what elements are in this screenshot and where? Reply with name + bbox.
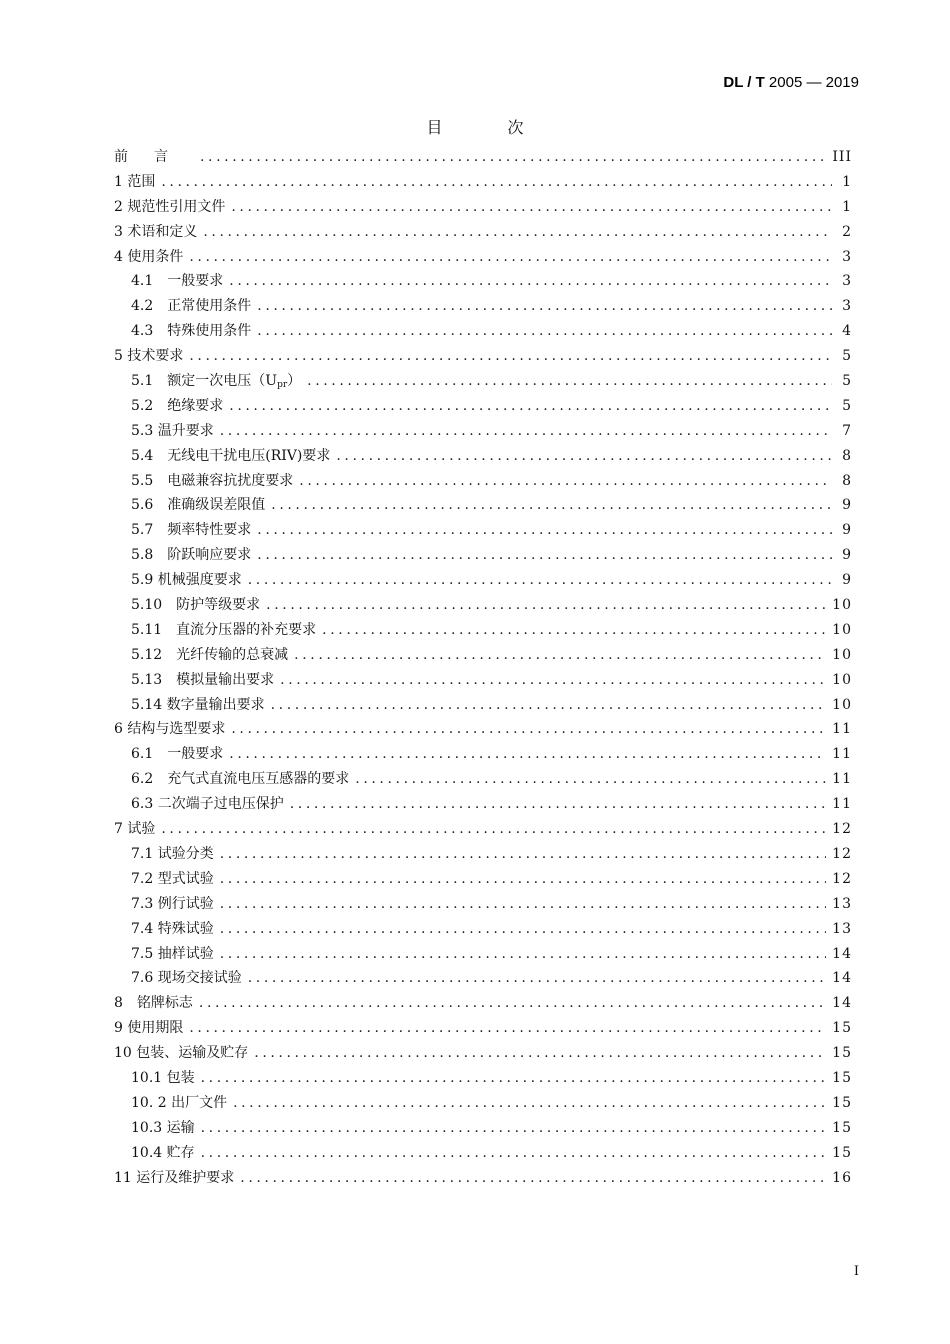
toc-entry[interactable] — [114, 294, 852, 319]
toc-entry[interactable] — [114, 593, 852, 618]
toc-entry[interactable] — [114, 444, 852, 469]
toc-entry[interactable] — [114, 917, 852, 942]
toc-dot-leader — [161, 817, 826, 842]
toc-entry-page: 14 — [832, 945, 852, 962]
toc-entry-label: 5.1 额定一次电压$(U_{pr})$ — [131, 373, 302, 391]
toc-entry-label: 7 试验 — [114, 821, 156, 838]
toc-entry[interactable] — [114, 767, 852, 792]
toc-entry-page: 9 — [842, 522, 852, 539]
toc-entry-label: 前言 — [114, 149, 194, 165]
toc-entry[interactable] — [114, 668, 852, 693]
toc-entry[interactable] — [114, 892, 852, 917]
toc-entry-label: 7.6 现场交接试验 — [131, 970, 242, 987]
toc-entry-page: 13 — [832, 895, 852, 912]
toc-entry-page: 5 — [842, 373, 852, 390]
toc-entry[interactable] — [114, 568, 852, 593]
toc-dot-leader — [231, 195, 832, 220]
toc-entry[interactable] — [114, 1016, 852, 1041]
toc-entry-label: 4.2 正常使用条件 — [131, 298, 252, 315]
toc-entry-page: 11 — [832, 746, 852, 763]
toc-title: 目 次 — [426, 118, 554, 137]
toc-entry[interactable] — [114, 245, 852, 270]
toc-entry[interactable] — [114, 1166, 852, 1191]
toc-entry-label: 8 铭牌标志 — [114, 995, 193, 1012]
toc-dot-leader — [322, 618, 826, 643]
toc-entry-label: 10.1 包装 — [131, 1069, 195, 1086]
toc-dot-leader — [240, 1166, 826, 1191]
toc-entry[interactable] — [114, 991, 852, 1016]
toc-dot-leader — [257, 294, 832, 319]
toc-dot-leader — [307, 369, 832, 394]
toc-dot-leader — [294, 643, 826, 668]
toc-dot-leader — [189, 1016, 826, 1041]
toc-entry[interactable] — [114, 269, 852, 294]
toc-entry[interactable] — [114, 145, 852, 170]
toc-entry[interactable] — [114, 543, 852, 568]
toc-entry[interactable] — [114, 817, 852, 842]
toc-entry[interactable] — [114, 942, 852, 967]
toc-dot-leader — [220, 842, 826, 867]
toc-entry-page: 9 — [842, 572, 852, 589]
page-number: I — [853, 1264, 859, 1279]
toc-entry[interactable] — [114, 1116, 852, 1141]
toc-dot-leader — [189, 344, 832, 369]
toc-dot-leader — [220, 892, 826, 917]
toc-dot-leader — [271, 693, 827, 718]
toc-dot-leader — [257, 319, 832, 344]
toc-entry[interactable] — [114, 220, 852, 245]
toc-entry-page: 15 — [832, 1045, 852, 1062]
toc-entry-page: 9 — [842, 547, 852, 564]
toc-entry-page: 9 — [842, 497, 852, 514]
toc-entry-page: 13 — [832, 920, 852, 937]
toc-entry[interactable] — [114, 419, 852, 444]
toc-entry-label: 5.6 准确级误差限值 — [131, 497, 266, 514]
toc-entry-page: 1 — [842, 173, 852, 190]
toc-entry-label: 5.9 机械强度要求 — [131, 572, 242, 589]
toc-entry[interactable] — [114, 1041, 852, 1066]
toc-entry-label: 2 规范性引用文件 — [114, 198, 226, 215]
toc-entry-page: 11 — [832, 771, 852, 788]
toc-dot-leader — [266, 593, 826, 618]
toc-entry-label: 7.1 试验分类 — [131, 845, 214, 862]
toc-dot-leader — [220, 419, 832, 444]
toc-entry-label: 11 运行及维护要求 — [114, 1169, 235, 1186]
toc-entry-label: 10.3 运输 — [131, 1119, 195, 1136]
toc-dot-leader — [257, 543, 832, 568]
toc-entry-label: 5.14 数字量输出要求 — [131, 696, 265, 713]
toc-entry-page: 15 — [832, 1119, 852, 1136]
toc-dot-leader — [248, 568, 832, 593]
toc-dot-leader — [271, 493, 832, 518]
toc-dot-leader — [189, 245, 832, 270]
toc-entry[interactable] — [114, 369, 852, 394]
toc-entry-label: 4.1 一般要求 — [131, 273, 224, 290]
toc-entry[interactable] — [114, 1066, 852, 1091]
toc-dot-leader — [199, 991, 826, 1016]
toc-dot-leader — [229, 742, 826, 767]
toc-entry[interactable] — [114, 344, 852, 369]
toc-entry-page: 5 — [842, 348, 852, 365]
toc-entry-page: 3 — [842, 248, 852, 265]
toc-entry-page: 15 — [832, 1094, 852, 1111]
toc-entry[interactable] — [114, 717, 852, 742]
toc-entry[interactable] — [114, 518, 852, 543]
toc-entry-page: 5 — [842, 397, 852, 414]
toc-entry[interactable] — [114, 170, 852, 195]
toc-entry[interactable] — [114, 643, 852, 668]
toc-entry-page: 14 — [832, 995, 852, 1012]
toc-dot-leader — [355, 767, 826, 792]
toc-dot-leader — [220, 917, 826, 942]
document-code — [723, 74, 859, 91]
toc-entry[interactable] — [114, 742, 852, 767]
toc-entry[interactable] — [114, 966, 852, 991]
toc-entry-label: 5.12 光纤传输的总衰减 — [131, 646, 289, 663]
toc-entry-page: 2 — [842, 223, 852, 240]
toc-entry[interactable] — [114, 867, 852, 892]
document-code-number: 2005 — 2019 — [768, 74, 859, 91]
toc-entry-page: 12 — [832, 870, 852, 887]
toc-entry-page: 15 — [832, 1144, 852, 1161]
toc-dot-leader — [280, 668, 826, 693]
document-code-prefix: DL / T — [723, 74, 765, 91]
toc-entry-label: 5.11 直流分压器的补充要求 — [131, 621, 317, 638]
toc-entry-label: 5.3 温升要求 — [131, 422, 214, 439]
toc-entry-page: 10 — [832, 621, 852, 638]
toc-entry-page: 16 — [832, 1169, 852, 1186]
toc-entry-label: 10 包装、运输及贮存 — [114, 1045, 249, 1062]
toc-entry-label: 6.2 充气式直流电压互感器的要求 — [131, 771, 350, 788]
toc-entry-label: 7.5 抽样试验 — [131, 945, 214, 962]
toc-entry-label: 3 术语和定义 — [114, 223, 198, 240]
toc-entry-label: 4.3 特殊使用条件 — [131, 323, 252, 340]
toc-dot-leader — [220, 942, 826, 967]
toc-dot-leader — [201, 1141, 827, 1166]
toc-entry-label: 5.8 阶跃响应要求 — [131, 547, 252, 564]
toc-dot-leader — [229, 394, 832, 419]
toc-entry-page: 10 — [832, 597, 852, 614]
toc-entry[interactable] — [114, 842, 852, 867]
toc-dot-leader — [203, 220, 832, 245]
toc-entry-label: 1 范围 — [114, 173, 156, 190]
toc-entry-page: 7 — [842, 422, 852, 439]
toc-entry-page: 3 — [842, 273, 852, 290]
toc-entry-page: 12 — [832, 845, 852, 862]
toc-entry-label: 5.10 防护等级要求 — [131, 597, 261, 614]
toc-entry[interactable] — [114, 1141, 852, 1166]
toc-entry[interactable] — [114, 195, 852, 220]
toc-entry-label: 7.4 特殊试验 — [131, 920, 214, 937]
toc-entry-page: 10 — [832, 646, 852, 663]
table-of-contents — [114, 145, 852, 1190]
toc-entry[interactable] — [114, 319, 852, 344]
toc-entry-page: 14 — [832, 970, 852, 987]
toc-entry[interactable] — [114, 792, 852, 817]
toc-entry-label: 5.4 无线电干扰电压(RIV)要求 — [131, 447, 331, 464]
toc-entry-label: 5.7 频率特性要求 — [131, 522, 252, 539]
toc-entry[interactable] — [114, 493, 852, 518]
toc-entry-page: 8 — [842, 447, 852, 464]
toc-dot-leader — [201, 1116, 827, 1141]
toc-entry-label: 7.3 例行试验 — [131, 895, 214, 912]
toc-dot-leader — [200, 145, 826, 170]
toc-dot-leader — [231, 717, 826, 742]
toc-entry-label: 5 技术要求 — [114, 348, 184, 365]
toc-entry-label: 5.5 电磁兼容抗扰度要求 — [131, 472, 294, 489]
toc-entry[interactable] — [114, 693, 852, 718]
toc-dot-leader — [161, 170, 832, 195]
toc-dot-leader — [233, 1091, 826, 1116]
toc-entry-label: 5.13 模拟量输出要求 — [131, 671, 275, 688]
toc-entry-label: 6.3 二次端子过电压保护 — [131, 796, 284, 813]
toc-entry-page: 11 — [832, 796, 852, 813]
toc-entry-page: 15 — [832, 1069, 852, 1086]
toc-entry-page: 4 — [842, 323, 852, 340]
toc-dot-leader — [257, 518, 832, 543]
toc-entry[interactable] — [114, 469, 852, 494]
toc-entry-label: 9 使用期限 — [114, 1020, 184, 1037]
toc-dot-leader — [220, 867, 826, 892]
toc-dot-leader — [229, 269, 832, 294]
toc-entry[interactable] — [114, 1091, 852, 1116]
toc-entry-page: 10 — [832, 671, 852, 688]
toc-dot-leader — [336, 444, 832, 469]
toc-entry-page: 1 — [842, 198, 852, 215]
toc-entry-label: 6.1 一般要求 — [131, 746, 224, 763]
toc-entry-page: 3 — [842, 298, 852, 315]
toc-entry-page: 8 — [842, 472, 852, 489]
toc-entry-label: 10. 2 出厂文件 — [131, 1094, 228, 1111]
toc-entry-page: 15 — [832, 1020, 852, 1037]
toc-entry-page: 10 — [832, 696, 852, 713]
toc-entry-label: 6 结构与选型要求 — [114, 721, 226, 738]
toc-entry-page: III — [832, 149, 852, 165]
toc-entry[interactable] — [114, 618, 852, 643]
toc-entry-label: 10.4 贮存 — [131, 1144, 195, 1161]
toc-entry-page: 12 — [832, 821, 852, 838]
toc-dot-leader — [299, 469, 832, 494]
toc-dot-leader — [201, 1066, 827, 1091]
toc-entry-label: 4 使用条件 — [114, 248, 184, 265]
toc-dot-leader — [248, 966, 826, 991]
toc-dot-leader — [290, 792, 826, 817]
toc-entry-label: 5.2 绝缘要求 — [131, 397, 224, 414]
toc-entry-page: 11 — [832, 721, 852, 738]
toc-entry-label: 7.2 型式试验 — [131, 870, 214, 887]
toc-dot-leader — [254, 1041, 826, 1066]
